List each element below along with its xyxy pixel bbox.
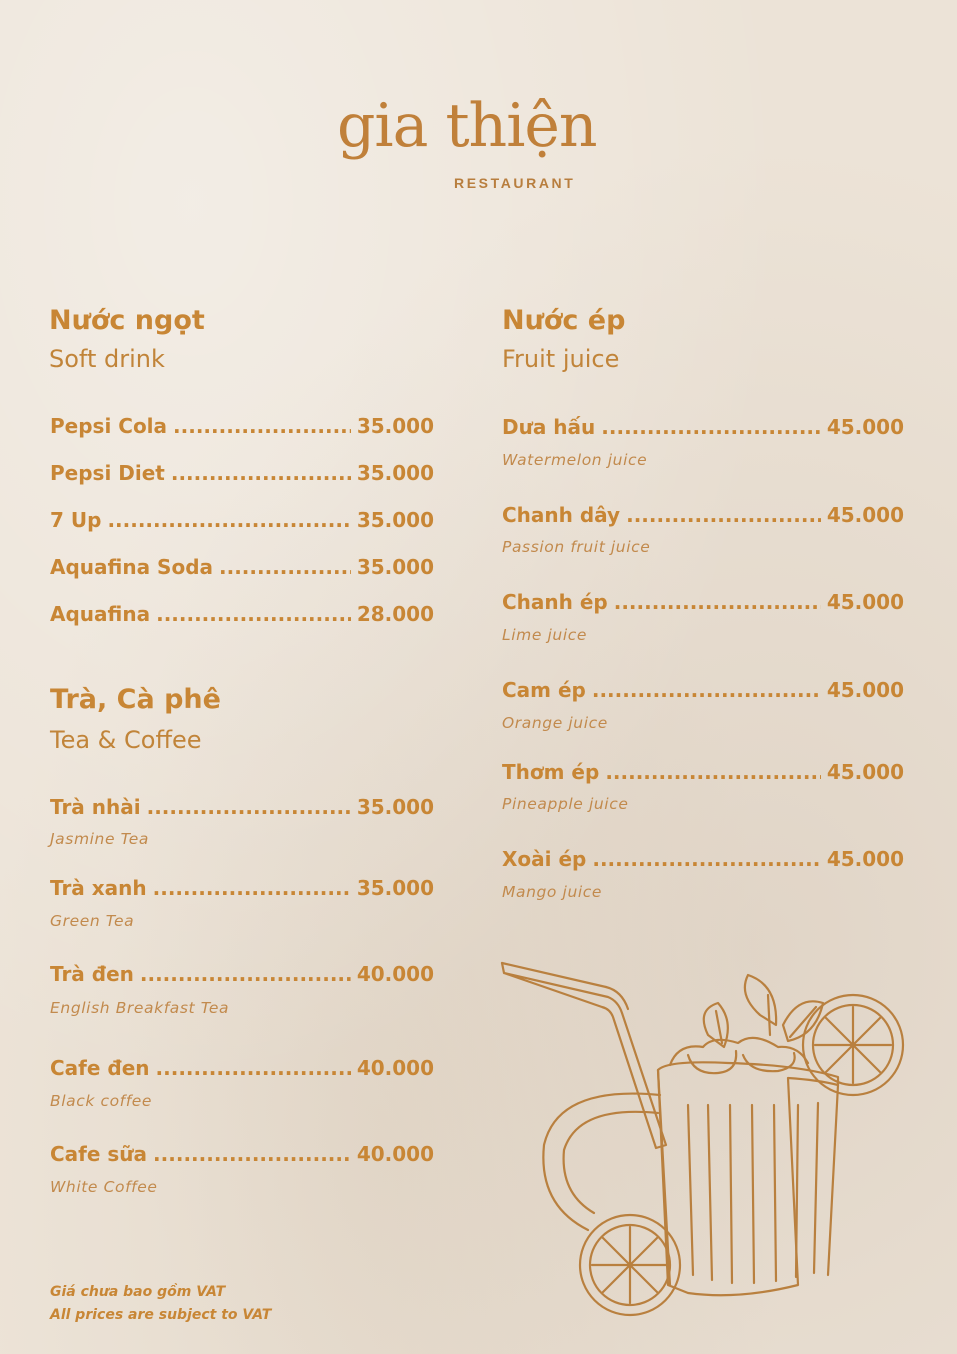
item-price: 45.000 — [826, 503, 904, 527]
menu-item — [50, 461, 434, 485]
item-description: Lime juice — [502, 626, 587, 644]
vat-note — [50, 1281, 271, 1327]
item-price: 40.000 — [356, 962, 434, 986]
item-name: Trà nhài — [50, 795, 141, 819]
menu-item — [502, 415, 904, 439]
item-description: White Coffee — [50, 1178, 158, 1196]
cocktail-mug-icon — [498, 955, 910, 1320]
menu-item — [50, 795, 434, 819]
item-leader — [219, 555, 351, 579]
item-description: Black coffee — [50, 1092, 153, 1110]
item-description: Mango juice — [502, 883, 603, 901]
item-description: Jasmine Tea — [50, 830, 150, 848]
item-name: Xoài ép — [502, 847, 587, 871]
item-leader — [140, 962, 351, 986]
section-title: Nước ép — [502, 305, 626, 336]
item-price: 35.000 — [356, 795, 434, 819]
item-price: 40.000 — [356, 1056, 434, 1080]
menu-item — [50, 602, 434, 626]
item-price: 45.000 — [826, 678, 904, 702]
item-leader — [153, 1142, 351, 1166]
item-price: 28.000 — [356, 602, 434, 626]
item-leader — [614, 590, 821, 614]
item-price: 35.000 — [356, 508, 434, 532]
logo-name: gia thiện — [337, 91, 597, 161]
section-title: Trà, Cà phê — [50, 684, 221, 715]
menu-item — [50, 1056, 434, 1080]
menu-item — [502, 678, 904, 702]
menu-item — [50, 962, 434, 986]
item-name: Aquafina Soda — [50, 555, 214, 579]
item-name: Pepsi Diet — [50, 461, 165, 485]
item-leader — [153, 876, 351, 900]
item-price: 35.000 — [356, 876, 434, 900]
vat-note-vi: Giá chưa bao gồm VAT — [50, 1284, 226, 1300]
item-description: Green Tea — [50, 912, 135, 930]
item-price: 35.000 — [356, 414, 434, 438]
item-price: 45.000 — [826, 415, 904, 439]
item-name: Dưa hấu — [502, 415, 596, 439]
item-name: Pepsi Cola — [50, 414, 168, 438]
menu-item — [502, 760, 904, 784]
item-price: 40.000 — [356, 1142, 434, 1166]
menu-item — [50, 876, 434, 900]
item-name: Cam ép — [502, 678, 586, 702]
section-title: Nước ngọt — [49, 305, 205, 336]
menu-item — [50, 555, 434, 579]
section-subtitle: Tea & Coffee — [50, 726, 202, 754]
logo-subtitle: RESTAURANT — [454, 175, 576, 191]
section-subtitle: Fruit juice — [502, 345, 620, 373]
section-subtitle: Soft drink — [49, 345, 165, 373]
item-name: Chanh dây — [502, 503, 621, 527]
item-price: 45.000 — [826, 847, 904, 871]
menu-item — [50, 508, 434, 532]
item-description: English Breakfast Tea — [50, 999, 230, 1017]
item-leader — [171, 461, 351, 485]
item-name: Chanh ép — [502, 590, 608, 614]
item-name: Cafe sữa — [50, 1142, 148, 1166]
item-price: 35.000 — [356, 555, 434, 579]
item-description: Passion fruit juice — [502, 538, 651, 556]
item-leader — [156, 1056, 351, 1080]
item-leader — [147, 795, 351, 819]
item-leader — [592, 847, 820, 871]
item-description: Watermelon juice — [502, 451, 648, 469]
menu-item — [50, 1142, 434, 1166]
item-leader — [107, 508, 350, 532]
item-description: Pineapple juice — [502, 795, 629, 813]
menu-item — [502, 503, 904, 527]
vat-note-en: All prices are subject to VAT — [50, 1307, 272, 1323]
item-leader — [156, 602, 351, 626]
item-name: Cafe đen — [50, 1056, 150, 1080]
restaurant-logo — [337, 91, 599, 191]
item-name: Aquafina — [50, 602, 151, 626]
item-leader — [173, 414, 351, 438]
item-leader — [605, 760, 821, 784]
item-leader — [601, 415, 821, 439]
item-price: 35.000 — [356, 461, 434, 485]
item-name: Trà đen — [50, 962, 134, 986]
item-leader — [592, 678, 821, 702]
item-leader — [626, 503, 821, 527]
menu-item — [502, 590, 904, 614]
item-price: 45.000 — [826, 590, 904, 614]
item-name: Trà xanh — [50, 876, 147, 900]
item-description: Orange juice — [502, 714, 608, 732]
item-name: 7 Up — [50, 508, 102, 532]
menu-item — [502, 847, 904, 871]
menu-item — [50, 414, 434, 438]
item-price: 45.000 — [826, 760, 904, 784]
item-name: Thơm ép — [502, 760, 600, 784]
